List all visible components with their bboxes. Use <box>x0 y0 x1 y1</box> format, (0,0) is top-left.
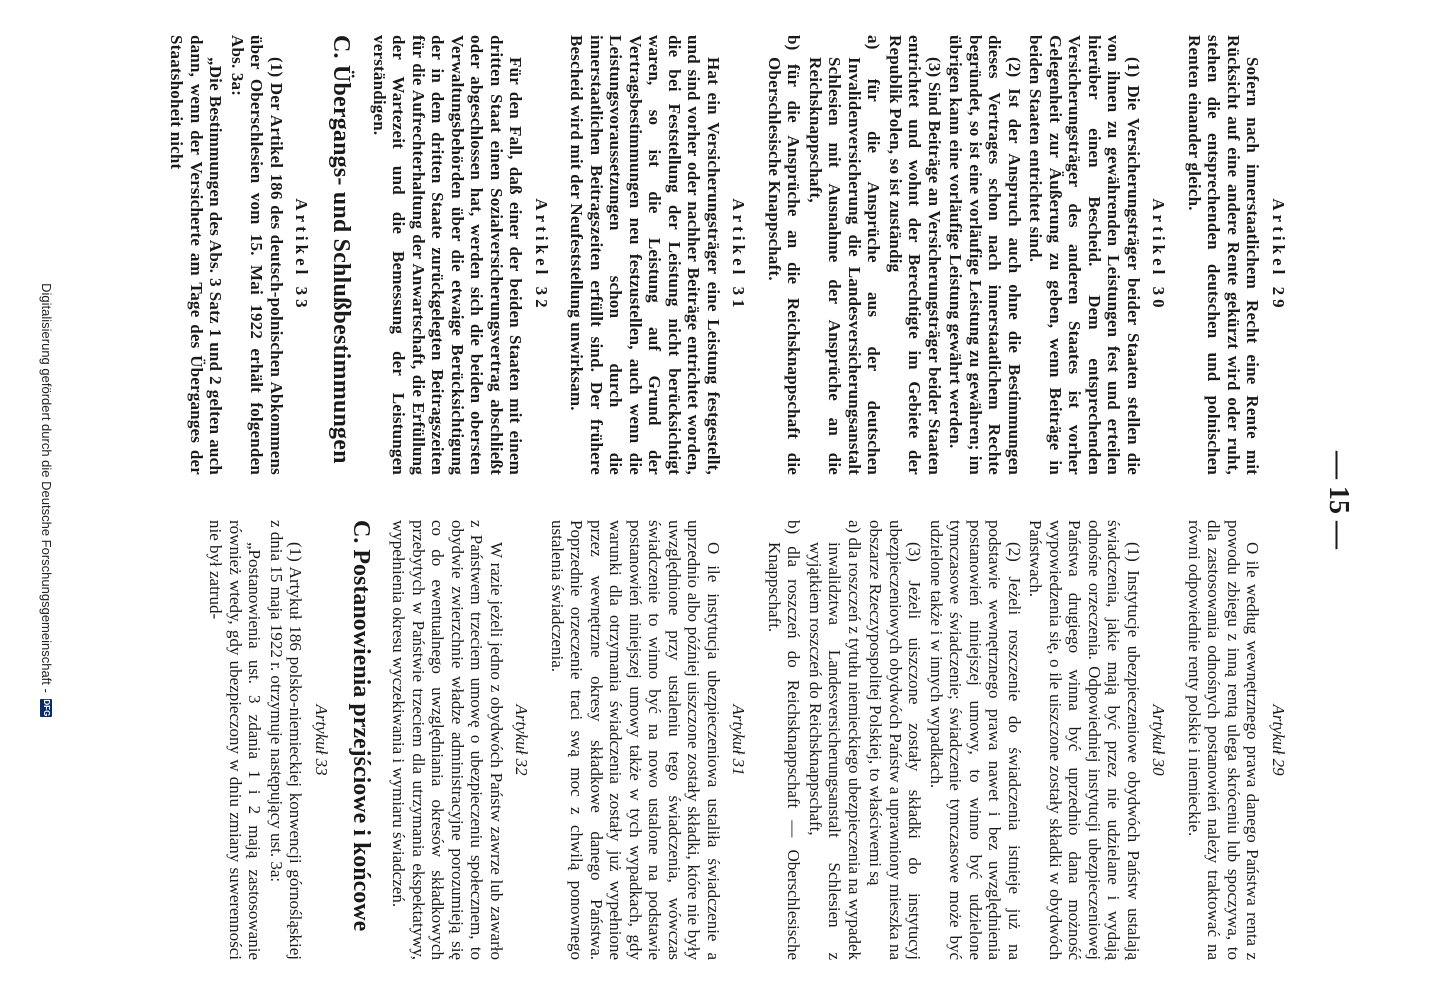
polish-article-30-para-1: (1) Instytucje ubezpieczeniowe obydwóch Państw ustalają świadczenia, jakie mają być przez nie udzielane i wydają odnośne orzeczenia. Odpowiedniej instytucji ubezpieczeniowej Państwa drugiego winna być uprzednio dana możność wypowiedzenia się, o ile uiszczone zostały składki w obydwóch Państwach. <box>1026 520 1143 960</box>
german-article-30-item-a: a) für die Ansprüche aus der deutschen Invalidenversicherung die Landesversicherungsanstalt Schlesien mit Ausnahme der Ansprüche an die Reichsknappschaft, <box>806 35 884 475</box>
dfg-logo-icon: DFG <box>42 699 51 717</box>
german-article-32-text: Für den Fall, daß einer der beiden Staaten mit einem dritten Staat einen Sozialversicherungsvertrag abschließt oder abgeschlossen hat, werden sich die beiden obersten Verwaltungsbehörden über die etwaige Berücksichtigung der in dem dritten Staate zurückgelegten Beitragszeiten für die Aufrechterhaltung der Anwartschaft, die Erfüllung der Wartezeit und die Bemessung der Leistungen verständigen. <box>370 35 526 475</box>
german-article-29-heading: Artikel 29 <box>1269 198 1288 312</box>
digitization-footer <box>39 0 54 1000</box>
polish-section-c-title: C. Postanowienia przejściowe i końcowe <box>348 520 374 932</box>
polish-article-30-para-2: (2) Jeżeli roszczenie do świadczenia istnieje już na podstawie wewnętrznego prawa nawet i bez uwzględnienia postanowień niniejszej umowy, to winno być udzielone tymczasowe świadczenie; świadczenie tymczasowe może być udzielone także i w innych wypadkach. <box>927 520 1024 960</box>
german-section-c-title: C. Übergangs- und Schlußbestimmungen <box>328 35 355 464</box>
polish-article-30-heading: Artykuł 30 <box>1149 704 1169 776</box>
polish-article-32-heading: Artykuł 32 <box>512 704 532 776</box>
footer-text: Digitalisierung gefördert durch die Deutsche Forschungsgemeinschaft - <box>39 283 54 693</box>
polish-article-29-text: O ile według wewnętrznego prawa danego Państwa renta z powodu zbiegu z inną rentą ulega skróceniu lub spoczywa, to dla zastosowania odnośnych postanowień należy traktować na równi odpowiednie renty polskie i niemieckie. <box>1185 520 1263 960</box>
polish-article-30-item-a: a) dla roszczeń z tytułu niemieckiego ubezpieczenia na wypadek inwalidztwa Landesversicherungsanstalt Schlesien z wyjątkiem roszczeń do Reichsknappschaft, <box>806 520 864 960</box>
polish-article-33-para-1: (1) Artykuł 186 polsko-niemieckiej konwencji górnośląskiej z dnia 15 maja 1922 r. otrzymuje następujący ust. 3a: <box>267 520 306 960</box>
polish-article-29-heading: Artykuł 29 <box>1269 704 1288 776</box>
polish-article-33-quote: „Postanowienia ust. 3 zdania 1 i 2 mają zastosowanie również wtedy, gdy ubezpieczony w dniu zmiany suwerenności nie był zatrud- <box>206 520 265 960</box>
polish-article-32-text: W razie jeżeli jedno z obydwóch Państw zawrze lub zawarło z Państwem trzeciem umowę o ubezpieczeniu społecznem, to obydwie zwierzchnie władze administracyjne porozumieją się co do ewentualnego uwzględniania okresów składkowych przebytych w Państwie trzeciem dla utrzymania ekspektatywy, wypełnienia okresu wyczekiwania i wymiaru świadczeń. <box>389 520 506 960</box>
german-article-30-heading: Artikel 30 <box>1149 198 1169 312</box>
german-article-33-quote: „Die Bestimmungen des Abs. 3 Satz 1 und 2 gelten auch dann, wenn der Versicherte am Tage des Überganges der Staatshoheit nicht <box>167 35 226 475</box>
german-article-30-para-1: (1) Die Versicherungsträger beider Staaten stellen die von ihnen zu gewährenden Leistungen fest und erteilen hierüber einen Bescheid. Dem entsprechenden Versicherungsträger des anderen Staates ist vorher Gelegenheit zur Äußerung zu geben, wenn Beiträge in beiden Staaten entrichtet sind. <box>1026 35 1143 475</box>
german-article-30-para-2: (2) Ist der Anspruch auch ohne die Bestimmungen dieses Vertrages schon nach innerstaatlichem Rechte begründet, so ist eine vorläufige Leistung zu gewähren; im übrigen kann eine vorläufige Leistung gewährt werden. <box>946 35 1024 475</box>
german-article-29-text: Sofern nach innerstaatlichem Recht eine Rente mit Rücksicht auf eine andere Rente gekürzt wird oder ruht, stehen die entsprechenden deutschen und polnischen Renten einander gleich. <box>1185 35 1263 475</box>
polish-article-31-text: O ile instytucja ubezpieczeniowa ustaliła świadczenie a uprzednio albo później uiszczone zostały składki, które nie były uwzględnione przy ustaleniu tego świadczenia, wówczas świadczenie to winno być na nowo ustalone na podstawie postanowień niniejszej umowy także w tych wypadkach, gdy warunki dla otrzymania świadczenia zostały już wypełnione przez wewnętrzne okresy składkowe danego Państwa. Poprzednie orzeczenie traci swą moc z chwilą ponownego ustalenia świadczenia. <box>548 520 723 960</box>
polish-article-33-heading: Artykuł 33 <box>312 704 331 776</box>
polish-article-30-item-b: b) dla roszczeń do Reichsknappschaft — Oberschlesische Knappschaft. <box>765 520 804 960</box>
german-article-33-heading: Artikel 33 <box>292 198 312 312</box>
german-column <box>167 35 1304 475</box>
polish-article-30-para-3: (3) Jeżeli uiszczone zostały składki do instytucyj ubezpieczeniowych obydwóch Państw a uprawniony mieszka na obszarze Rzeczypospolitej Polskiej, to właściwemi są <box>866 520 925 960</box>
german-article-31-heading: Artikel 31 <box>729 198 749 312</box>
german-article-31-text: Hat ein Versicherungsträger eine Leistung festgestellt, und sind vorher oder nachher Beiträge entrichtet worden, die bei Feststellung der Leistung nicht berücksichtigt waren, so ist die Leistung auf Grund der Vertragsbestimmungen neu festzustellen, auch wenn die Leistungsvoraussetzungen schon durch die innerstaatlichen Beitragszeiten erfüllt sind. Der frühere Bescheid wird mit der Neufeststellung unwirksam. <box>567 35 723 475</box>
german-article-32-heading: Artikel 32 <box>532 198 551 312</box>
german-article-30-item-b: b) für die Ansprüche an die Reichsknappschaft die Oberschlesische Knappschaft. <box>765 35 804 475</box>
german-article-30-para-3: (3) Sind Beiträge an Versicherungsträger beider Staaten entrichtet und wohnt der Berechtigte im Gebiete der Republik Polen, so ist zuständig <box>886 35 944 475</box>
german-article-33-para-1: (1) Der Artikel 186 des deutsch-polnischen Abkommens über Oberschlesien vom 15. Mai 1922 erhält folgenden Abs. 3a: <box>228 35 286 475</box>
page-number: — 15 — <box>1323 451 1354 549</box>
polish-article-31-heading: Artykuł 31 <box>729 704 749 776</box>
polish-column <box>206 520 1304 960</box>
